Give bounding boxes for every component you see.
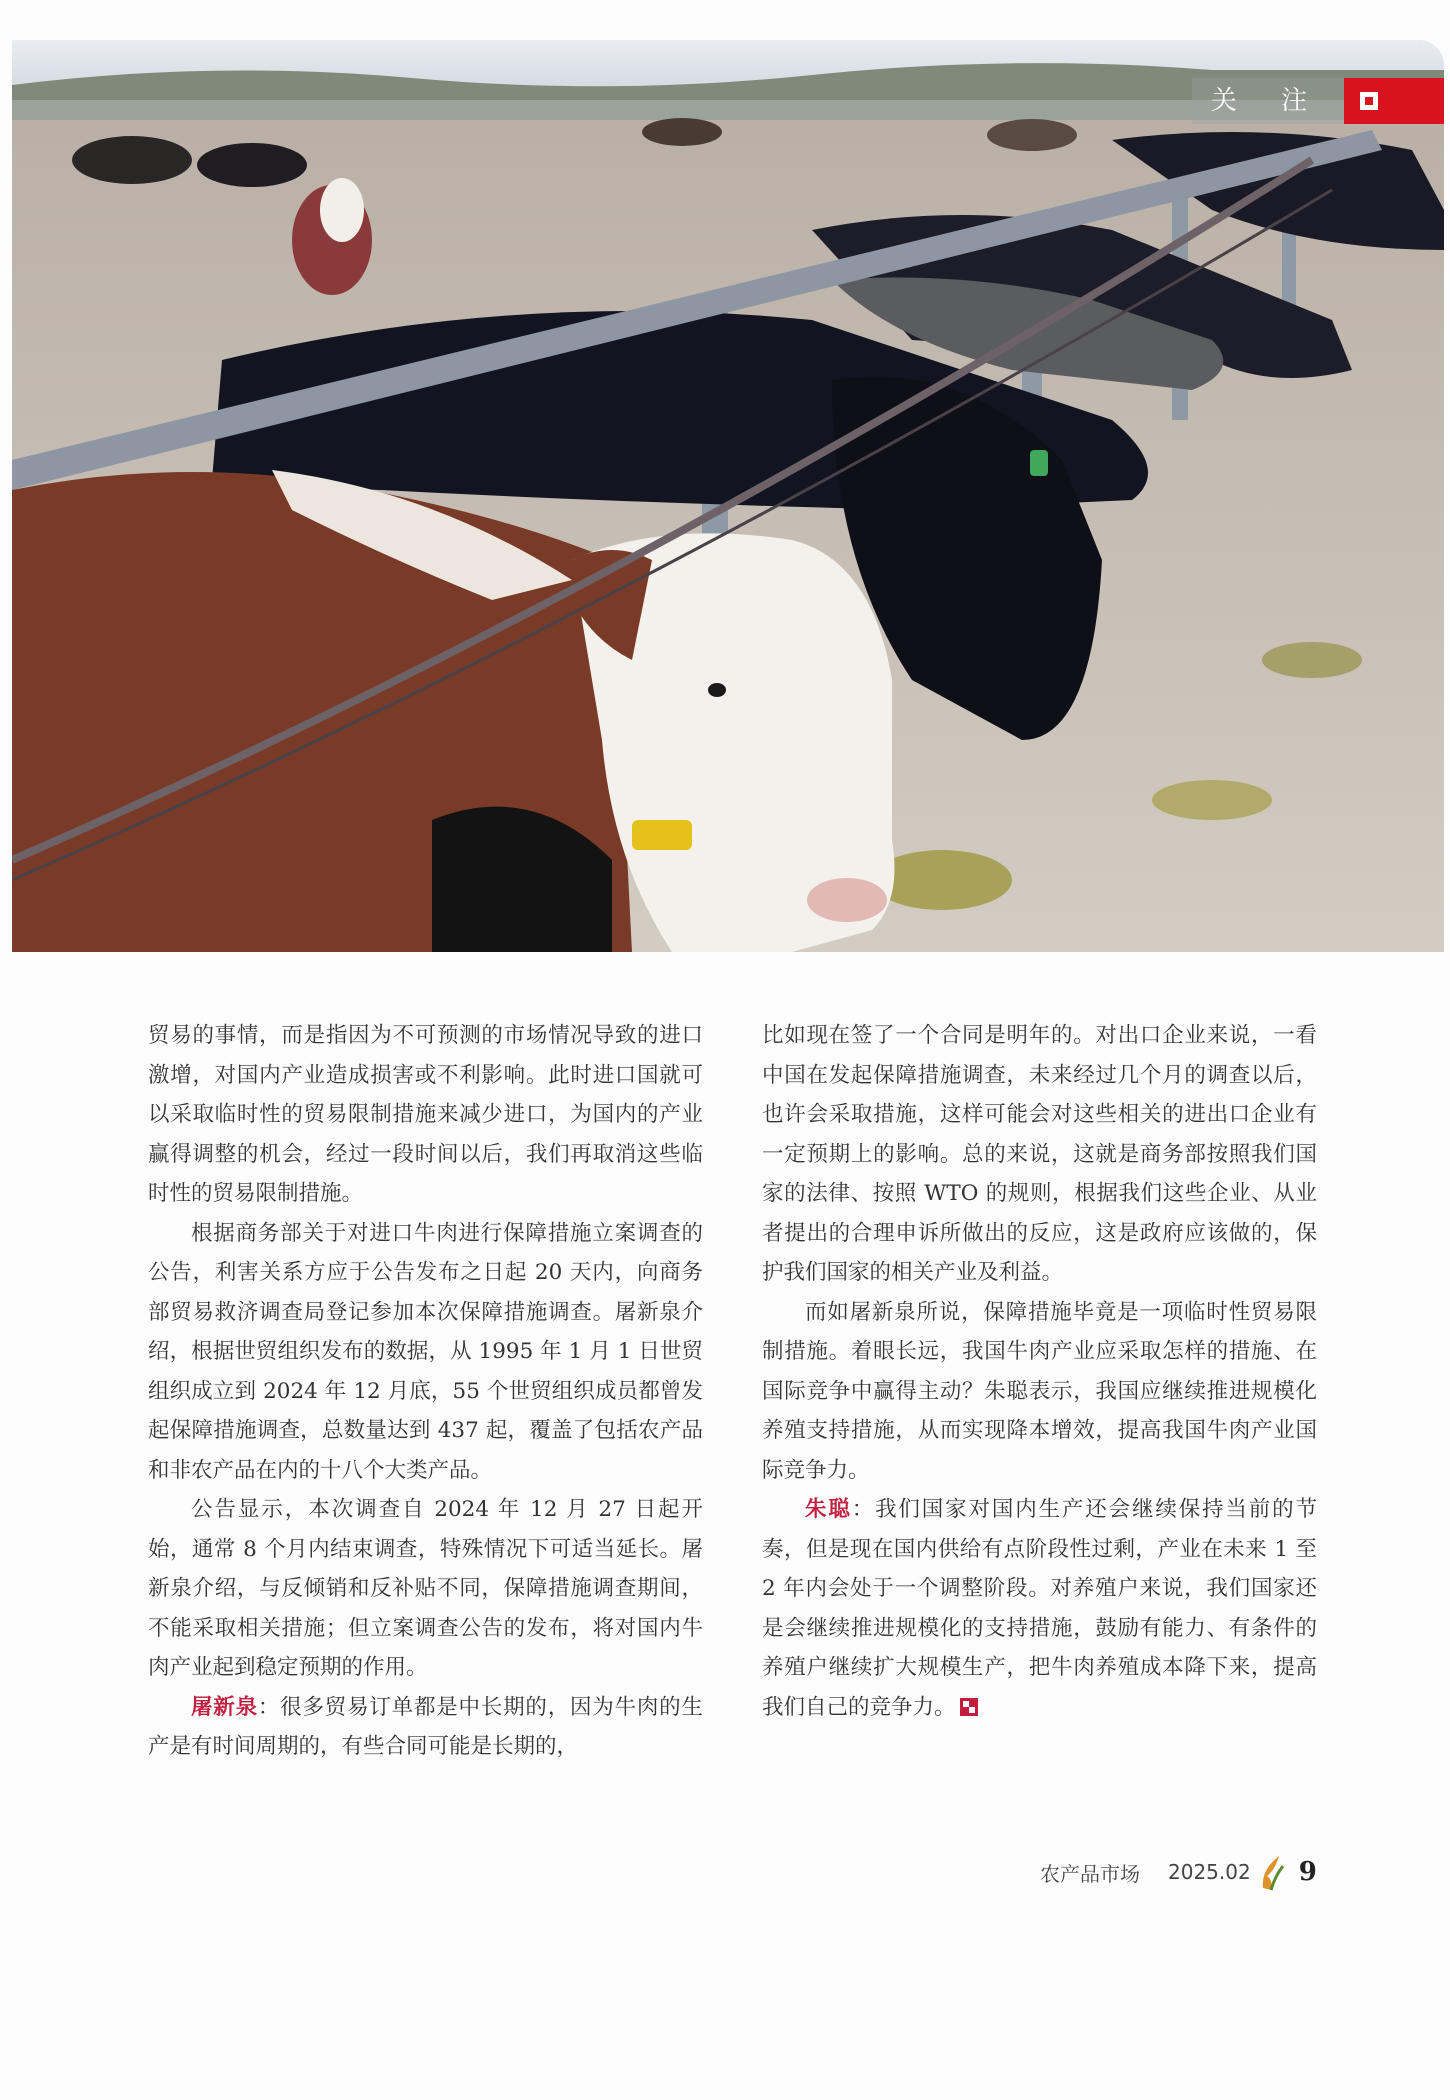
left-column — [148, 1016, 703, 1767]
section-tag — [1192, 78, 1444, 124]
left-paragraph-2: 根据商务部关于对进口牛肉进行保障措施立案调查的公告，利害关系方应于公告发布之日起 20 天内，向商务部贸易救济调查局登记参加本次保障措施调查。屠新泉介绍，根据世贸组织发布的数据，从 1995 年 1 月 1 日世贸组织成立到 2024 年 12 月底，55 个世贸组织成员都曾发起保障措施调查，总数量达到 437 起，覆盖了包括农产品和非农产品在内的十八个大类产品。 — [148, 1220, 703, 1483]
issue-number: 2025.02 — [1168, 1860, 1251, 1884]
page-number: 9 — [1298, 1857, 1317, 1887]
right-paragraph-1: 比如现在签了一个合同是明年的。对出口企业来说，一看中国在发起保障措施调查，未来经过几个月的调查以后，也许会采取措施，这样可能会对这些相关的进出口企业有一定预期上的影响。总的来说，这就是商务部按照我们国家的法律、按照 WTO 的规则，根据我们这些企业、从业者提出的合理申诉所做出的反应，这是政府应该做的，保护我们国家的相关产业及利益。 — [762, 1023, 1317, 1285]
cattle-at-feed-fence-photo — [12, 40, 1444, 952]
left-paragraph-3: 公告显示，本次调查自 2024 年 12 月 27 日起开始，通常 8 个月内结束调查，特殊情况下可适当延长。屠新泉介绍，与反倾销和反补贴不同，保障措施调查期间，不能采取相关措施；但立案调查公告的发布，将对国内牛肉产业起到稳定预期的作用。 — [148, 1497, 703, 1680]
cattle-photo — [12, 40, 1444, 952]
speaker-quote: ：我们国家对国内生产还会继续保持当前的节奏，但是现在国内供给有点阶段性过剩，产业在未来 1 至 2 年内会处于一个调整阶段。对养殖户来说，我们国家还是会继续推进规模化的支持措施，鼓励有能力、有条件的养殖户继续扩大规模生产，把牛肉养殖成本降下来，提高我们自己的竞争力。 — [762, 1497, 1317, 1720]
speaker-name: 屠新泉 — [191, 1694, 258, 1720]
leaf-logo-icon — [1257, 1852, 1285, 1892]
magazine-name: 农产品市场 — [1040, 1861, 1140, 1886]
page-footer — [1040, 1852, 1317, 1892]
right-paragraph-3 — [762, 1490, 1317, 1727]
right-paragraph-2: 而如屠新泉所说，保障措施毕竟是一项临时性贸易限制措施。着眼长远，我国牛肉产业应采取怎样的措施、在国际竞争中赢得主动？朱聪表示，我国应继续推进规模化养殖支持措施，从而实现降本增效，提高我国牛肉产业国际竞争力。 — [762, 1299, 1317, 1483]
speaker-quote: ：很多贸易订单都是中长期的，因为牛肉的生产是有时间周期的，有些合同可能是长期的， — [148, 1694, 703, 1759]
section-marker-icon — [1344, 78, 1444, 124]
right-column — [762, 1016, 1317, 1727]
article-end-mark-icon — [960, 1698, 978, 1716]
left-paragraph-1: 贸易的事情，而是指因为不可预测的市场情况导致的进口激增，对国内产业造成损害或不利影响。此时进口国就可以采取临时性的贸易限制措施来减少进口，为国内的产业赢得调整的机会，经过一段时间以后，我们再取消这些临时性的贸易限制措施。 — [148, 1023, 703, 1206]
speaker-name: 朱聪 — [805, 1497, 852, 1522]
section-tag-label: 关 注 — [1192, 78, 1344, 124]
left-paragraph-4 — [148, 1688, 703, 1767]
